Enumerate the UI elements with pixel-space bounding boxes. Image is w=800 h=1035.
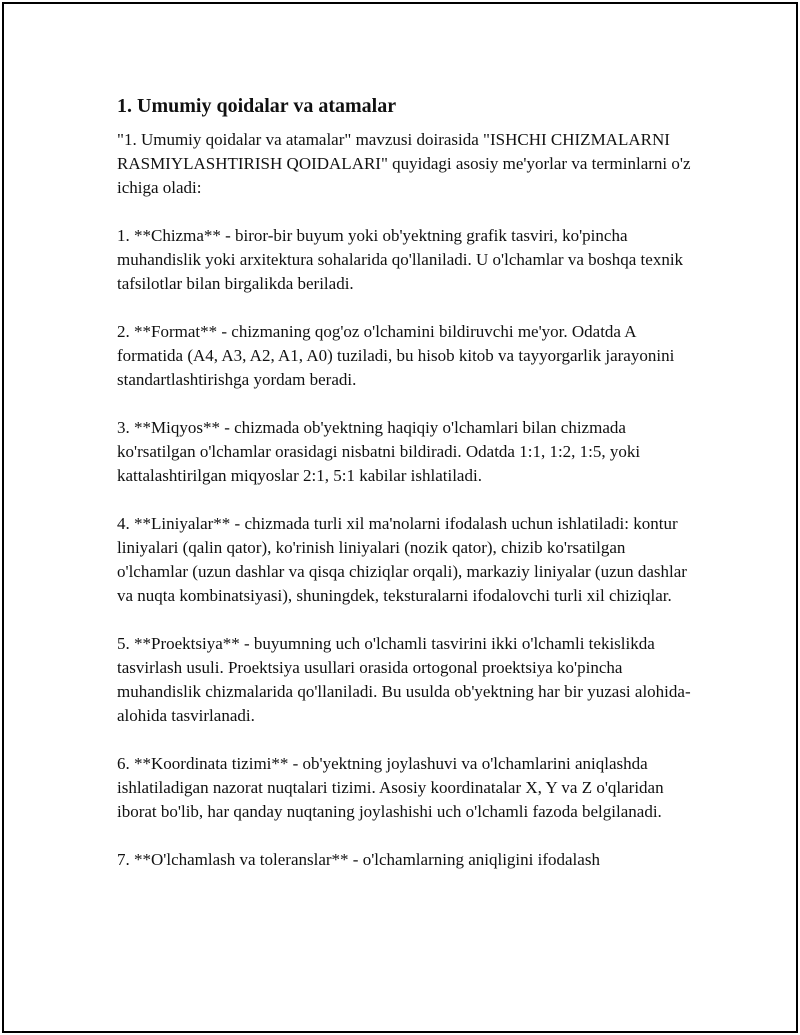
- paragraph-koordinata-tizimi: 6. **Koordinata tizimi** - ob'yektning joylashuvi va o'lchamlarini aniqlashda ishlatiladigan nazorat nuqtalari tizimi. Asosiy koordinatalar X, Y va Z o'qlaridan iborat bo'lib, har qanday nuqtaning joylashishi uch o'lchamli fazoda belgilanadi.: [117, 754, 664, 821]
- section-heading: 1. Umumiy qoidalar va atamalar: [117, 95, 397, 117]
- paragraph-miqyos: 3. **Miqyos** - chizmada ob'yektning haqiqiy o'lchamlari bilan chizmada ko'rsatilgan o'lchamlar orasidagi nisbatni bildiradi. Odatda 1:1, 1:2, 1:5, yoki kattalashtirilgan miqyoslar 2:1, 5:1 kabilar ishlatiladi.: [117, 418, 641, 485]
- paragraph-format: 2. **Format** - chizmaning qog'oz o'lchamini bildiruvchi me'yor. Odatda A formatida (A4, A3, A2, A1, A0) tuziladi, bu hisob kitob va tayyorgarlik jarayonini standartlashtirishga yordam beradi.: [117, 322, 675, 389]
- document-body: [117, 92, 697, 872]
- paragraph-liniyalar: 4. **Liniyalar** - chizmada turli xil ma'nolarni ifodalash uchun ishlatiladi: kontur liniyalari (qalin qator), ko'rinish liniyalari (nozik qator), chizib ko'rsatilgan o'lchamlar (uzun dashlar va qisqa chiziqlar orqali), markaziy liniyalar (uzun dashlar va nuqta kombinatsiyasi), shuningdek, teksturalarni ifodalovchi turli xil chiziqlar.: [117, 514, 687, 605]
- intro-paragraph: "1. Umumiy qoidalar va atamalar" mavzusi doirasida "ISHCHI CHIZMALARNI RASMIYLASHTIRISH QOIDALARI" quyidagi asosiy me'yorlar va terminlarni o'z ichiga oladi:: [117, 130, 691, 197]
- paragraph-proektsiya: 5. **Proektsiya** - buyumning uch o'lchamli tasvirini ikki o'lchamli tekislikda tasvirlash usuli. Proektsiya usullari orasida ortogonal proektsiya ko'pincha muhandislik chizmalarida qo'llaniladi. Bu usulda ob'yektning har bir yuzasi alohida-alohida tasvirlanadi.: [117, 634, 691, 725]
- paragraph-chizma: 1. **Chizma** - biror-bir buyum yoki ob'yektning grafik tasviri, ko'pincha muhandislik yoki arxitektura sohalarida qo'llaniladi. U o'lchamlar va boshqa texnik tafsilotlar bilan birgalikda beriladi.: [117, 226, 684, 293]
- paragraph-olchamlash: 7. **O'lchamlash va toleranslar** - o'lchamlarning aniqligini ifodalash: [117, 850, 600, 869]
